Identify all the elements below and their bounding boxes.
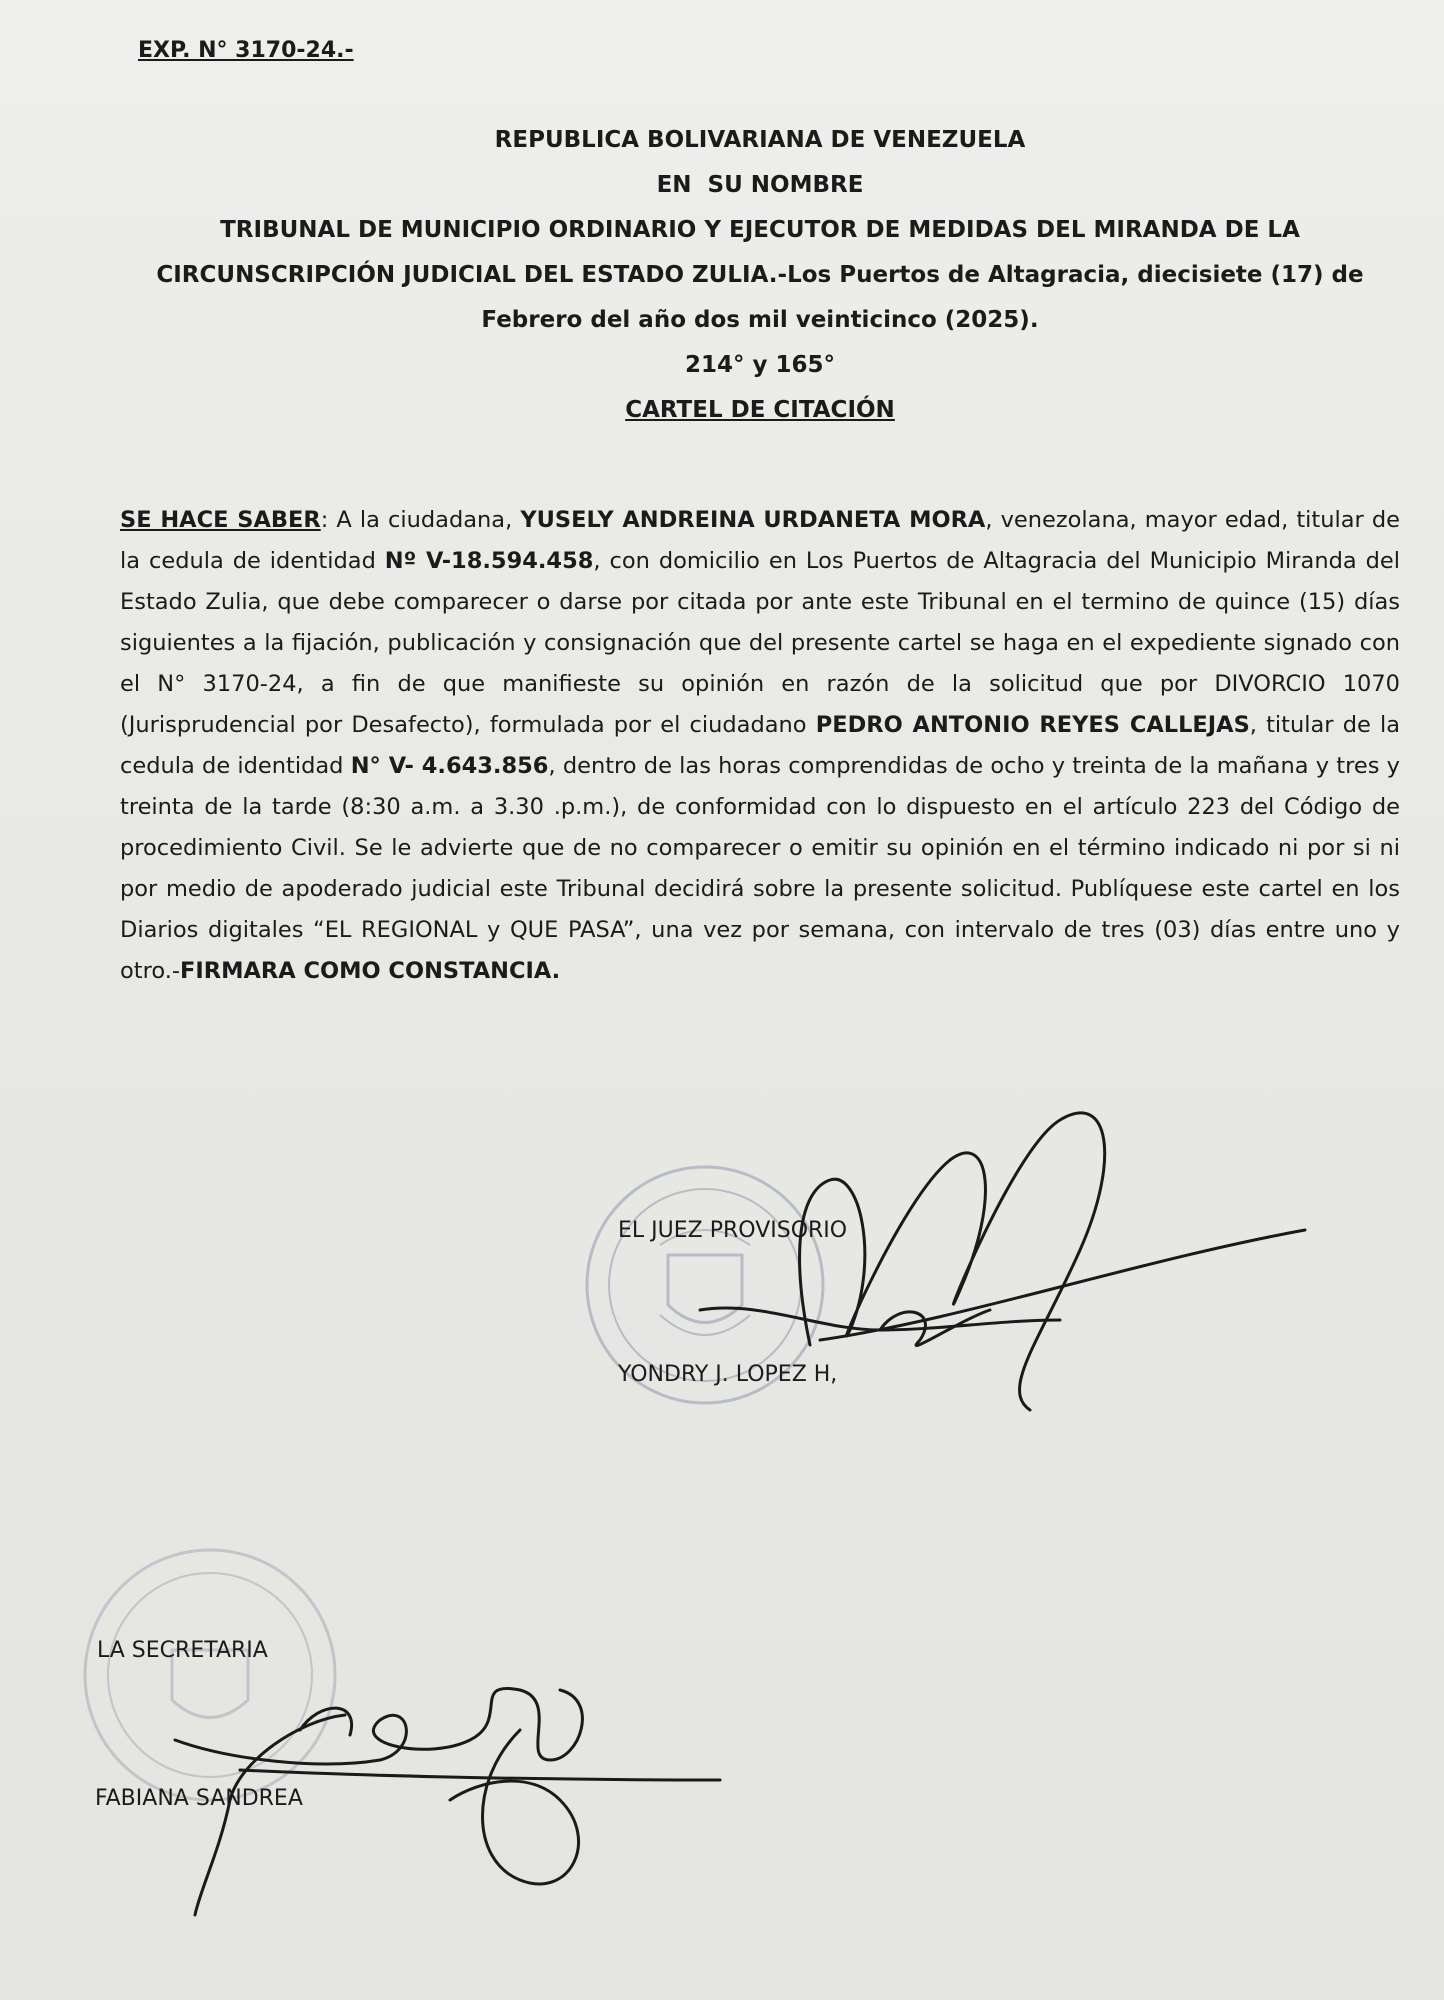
body-text-2: , venezolana, mayor edad, titular de la cedula de identidad	[120, 507, 1400, 574]
secretary-title: LA SECRETARIA	[97, 1638, 268, 1663]
judge-title: EL JUEZ PROVISORIO	[618, 1218, 848, 1243]
citee-name: YUSELY ANDREINA URDANETA MORA	[520, 507, 986, 533]
secretary-name: FABIANA SANDREA	[95, 1786, 303, 1811]
body-text-1: : A la ciudadana,	[320, 507, 521, 533]
se-hace-saber: SE HACE SABER	[120, 507, 321, 533]
header-republic: REPUBLICA BOLIVARIANA DE VENEZUELA	[494, 127, 1026, 153]
body-text-5: , dentro de las horas comprendidas de ocho y treinta de la mañana y tres y treinta de la tarde (8:30 a.m. a 3.30 .p.m.), de conformidad con lo dispuesto en el artículo 223 del Código de procedimiento Civil. Se le advierte que de no comparecer o emitir su opinión en el término indicado ni por si ni por medio de apoderado judicial este Tribunal decidirá sobre la presente solicitud. Publíquese este cartel en los Diarios digitales “EL REGIONAL y QUE PASA”, una vez por semana, con intervalo de tres (03) días entre uno y otro.-	[120, 753, 1400, 984]
expediente-number: EXP. N° 3170-24.-	[138, 38, 354, 63]
petitioner-name: PEDRO ANTONIO REYES CALLEJAS	[815, 712, 1250, 738]
closing-statement: FIRMARA COMO CONSTANCIA.	[180, 958, 561, 984]
header-en-su-nombre: EN SU NOMBRE	[656, 172, 864, 198]
body-text-4: , titular de la cedula de identidad	[120, 712, 1401, 779]
header-degrees: 214° y 165°	[684, 352, 836, 378]
judge-name: YONDRY J. LOPEZ H,	[618, 1362, 838, 1387]
header-tribunal: TRIBUNAL DE MUNICIPIO ORDINARIO Y EJECUTOR DE MEDIDAS DEL MIRANDA DE LA CIRCUNSCRIPCIÓN JUDICIAL DEL ESTADO ZULIA.-Los Puertos de Altagracia, diecisiete (17) de Febrero del año dos mil veinticinco (2025).	[156, 217, 1364, 333]
petitioner-id: N° V- 4.643.856	[350, 753, 549, 779]
citee-id: Nº V-18.594.458	[384, 548, 594, 574]
document-title: CARTEL DE CITACIÓN	[625, 397, 895, 423]
body-text-3: , con domicilio en Los Puertos de Altagracia del Municipio Miranda del Estado Zulia, que debe comparecer o darse por citada por ante este Tribunal en el termino de quince (15) días siguientes a la fijación, publicación y consignación que del presente cartel se haga en el expediente signado con el N° 3170-24, a fin de que manifieste su opinión en razón de la solicitud que por DIVORCIO 1070 (Jurisprudencial por Desafecto), formulada por el ciudadano	[120, 548, 1400, 738]
